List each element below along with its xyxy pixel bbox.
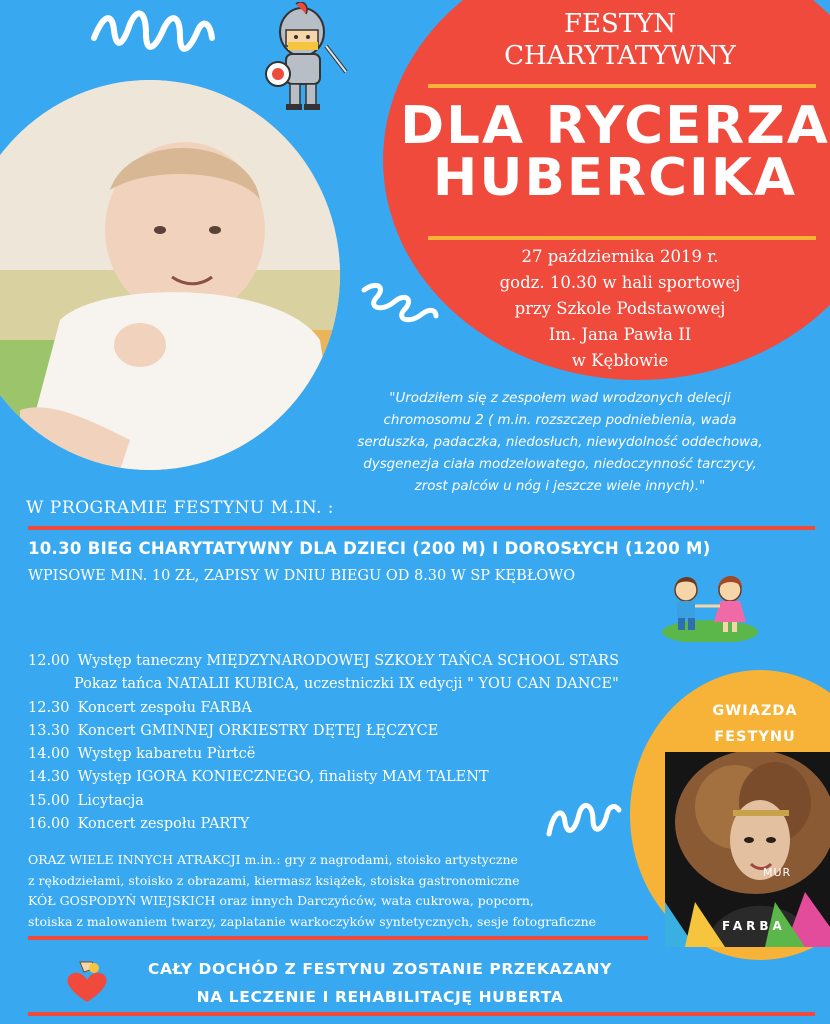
- squiggle-decoration-top: [88, 8, 218, 70]
- schedule-text: Występ kabaretu Pùrtcë: [77, 746, 256, 763]
- quote-text: "Urodziłem się z zespołem wad wrodzonych delecji chromosomu 2 ( m.in. rozszczep podniebienia, wada serduszka, padaczka, niedosłuch, niewydolność oddechowa, dysgenezja ciała modzelowatego, niedoczynność tarczycy, zrost palców u nóg i jeszcze wiele innych).": [357, 391, 763, 494]
- schedule-time: 13.30: [28, 722, 70, 739]
- extra-attractions: ORAZ WIELE INNYCH ATRAKCJI m.in.: gry z nagrodami, stoisko artystyczne z rękodziełami, stoisko z obrazami, kiermasz książek, stoiska gastronomiczne KÓŁ GOSPODYŃ WIEJSKICH oraz innych Darczyńców, wata cukrowa, popcorn, stoiska z malowaniem twarzy, zaplatanie warkoczyków syntetycznych, sesje fotograficzne: [28, 852, 597, 929]
- star-photo: [665, 752, 830, 947]
- footer-text: CAŁY DOCHÓD Z FESTYNU ZOSTANIE PRZEKAZANY NA LECZENIE I REHABILITACJĘ HUBERTA: [148, 960, 612, 1006]
- run-title: 10.30 BIEG CHARYTATYWNY DLA DZIECI (200 M) I DOROSŁYCH (1200 M): [28, 539, 711, 558]
- schedule-time: 16.00: [28, 816, 70, 833]
- schedule-text: Koncert zespołu PARTY: [77, 816, 250, 833]
- header-divider-bottom: [428, 236, 816, 240]
- program-divider: [28, 526, 815, 530]
- band-name: FARBA: [722, 919, 786, 933]
- star-title: GWIAZDA FESTYNU: [712, 703, 798, 745]
- schedule-time: 14.30: [28, 769, 70, 786]
- schedule-item: [28, 650, 728, 673]
- children-icon: [660, 570, 758, 642]
- schedule-text: Licytacja: [77, 792, 144, 809]
- schedule-text: Koncert zespołu FARBA: [77, 699, 252, 716]
- program-heading: W PROGRAMIE FESTYNU M.IN. :: [26, 498, 335, 518]
- schedule-text: Koncert GMINNEJ ORKIESTRY DĘTEJ ŁĘCZYCE: [77, 722, 439, 739]
- footer-divider-bottom: [28, 1012, 815, 1016]
- knight-icon: [262, 2, 352, 114]
- band-logo-text: MUR: [763, 866, 792, 879]
- schedule-item: [28, 743, 728, 766]
- main-title: DLA RYCERZA HUBERCIKA: [400, 96, 830, 208]
- schedule-time: 15.00: [28, 792, 70, 809]
- header-divider-top: [428, 84, 816, 88]
- schedule-time: 12.30: [28, 699, 70, 716]
- squiggle-decoration-bottom: [545, 798, 625, 840]
- footer-divider-top: [28, 936, 648, 940]
- festyn-title: FESTYN CHARYTATYWNY: [504, 9, 736, 71]
- schedule-text: Pokaz tańca NATALII KUBICA, uczestniczki IX edycji " YOU CAN DANCE": [74, 676, 619, 693]
- schedule-item: [28, 673, 728, 696]
- schedule-item: [28, 766, 728, 789]
- schedule-text: Występ taneczny MIĘDZYNARODOWEJ SZKOŁY TAŃCA SCHOOL STARS: [77, 653, 620, 669]
- child-photo: [0, 80, 340, 470]
- schedule-time: 14.00: [28, 746, 70, 763]
- schedule-item: [28, 697, 728, 720]
- schedule-item: [28, 720, 728, 743]
- event-info: 27 października 2019 r. godz. 10.30 w hali sportowej przy Szkole Podstawowej Im. Jana Pawła II w Kębłowie: [499, 247, 741, 370]
- run-subtitle: WPISOWE MIN. 10 ZŁ, ZAPISY W DNIU BIEGU OD 8.30 W SP KĘBŁOWO: [28, 568, 576, 584]
- squiggle-decoration-middle: [360, 280, 440, 328]
- schedule-text: Występ IGORA KONIECZNEGO, finalisty MAM TALENT: [77, 769, 489, 786]
- schedule-time: 12.00: [28, 653, 70, 669]
